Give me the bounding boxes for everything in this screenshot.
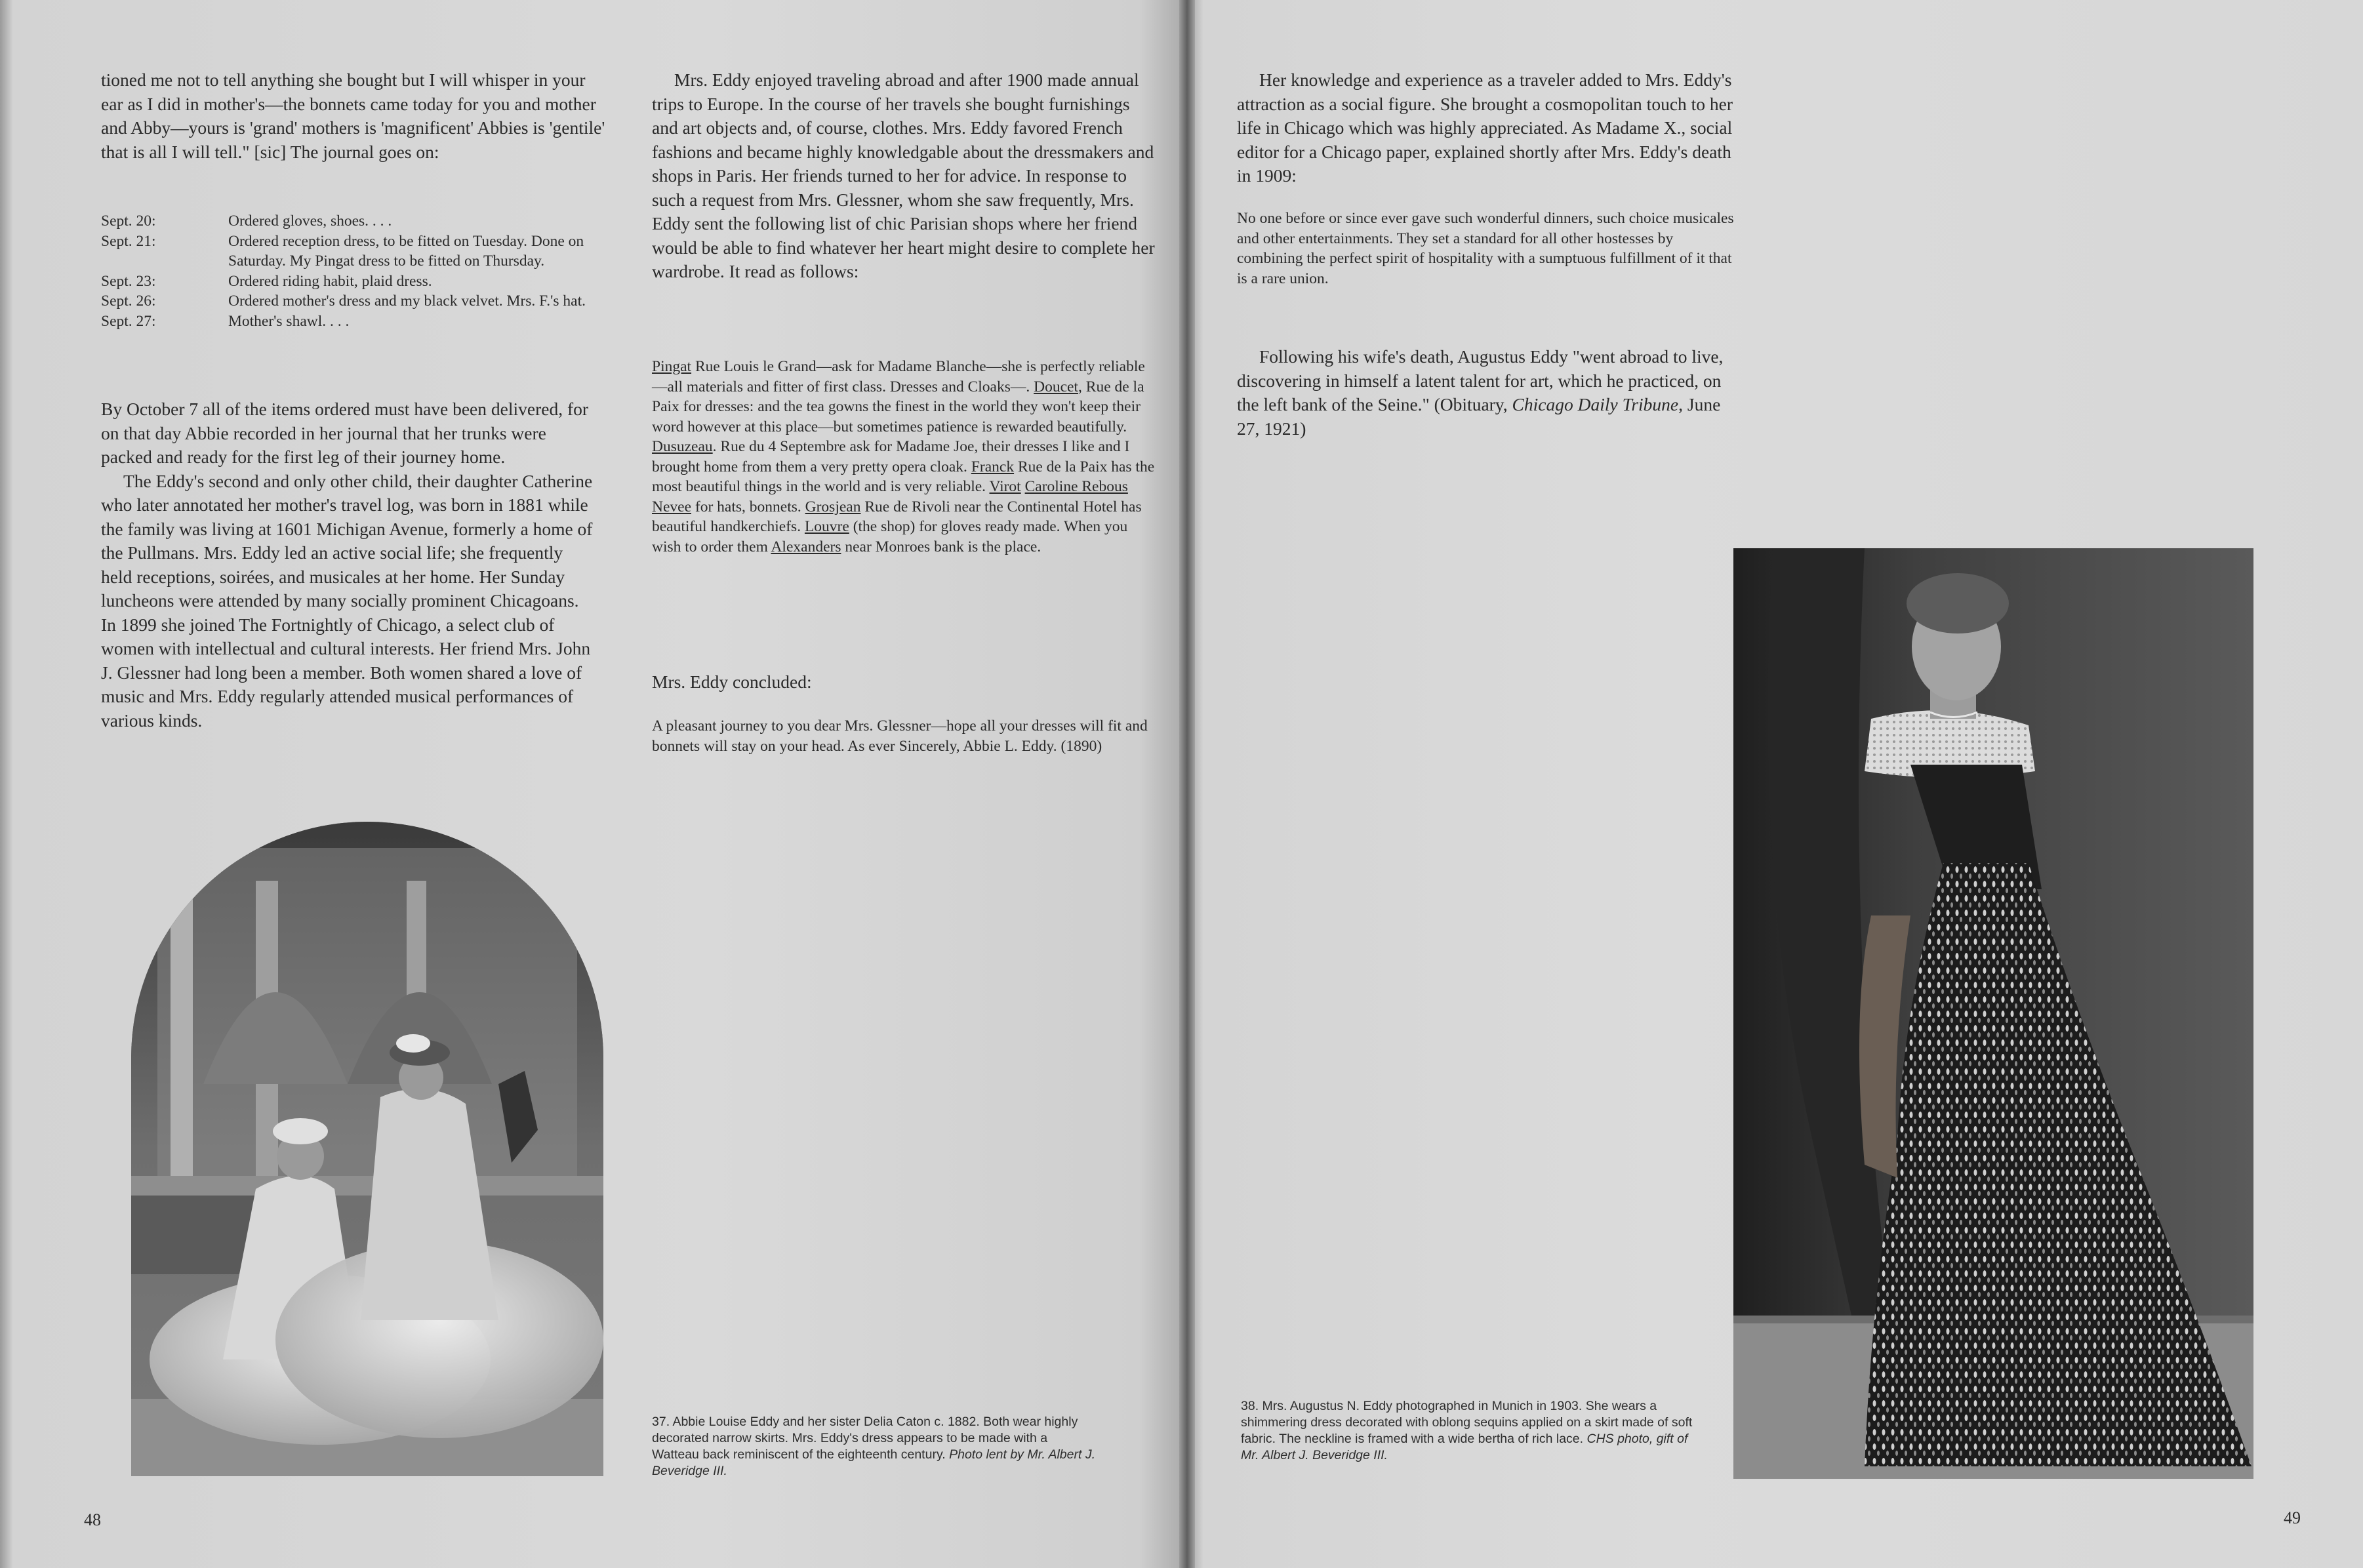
sisters-photo-illustration [131, 822, 603, 1476]
concluded-line [652, 670, 1158, 694]
journal-date: Sept. 26: [101, 292, 156, 310]
shop-name: Dusuzeau [652, 438, 713, 455]
source-title: Chicago Daily Tribune, [1512, 394, 1684, 414]
quote-text: No one before or since ever gave such wonderful dinners, such choice musicales and other entertainments. They set a standard for all other hostesses by combining the perfect spirit of hospitality with a sumptuous fulfillment of it that is a rare union. [1237, 210, 1734, 287]
body-paragraph: Her knowledge and experience as a traveler added to Mrs. Eddy's attraction as a social figure. She brought a cosmopolitan touch to her life in Chicago which was highly appreciated. As Madame X., social editor for a Chicago paper, explained shortly after Mrs. Eddy's death in 1909: [1237, 70, 1733, 186]
page-number-left: 48 [84, 1510, 101, 1529]
journal-entry [101, 312, 606, 332]
caption-37 [652, 1414, 1098, 1479]
journal-text: Ordered reception dress, to be fitted on Tuesday. Done on Saturday. My Pingat dress to be fitted on Thursday. [228, 232, 584, 270]
shop-name: Alexanders [771, 538, 841, 555]
page-number-right: 49 [2284, 1508, 2301, 1527]
journal-date: Sept. 27: [101, 312, 156, 330]
shop-text: (the shop) for gloves ready made. When you wish to order them [652, 518, 1128, 555]
shop-text: near Monroes bank is the place. [841, 538, 1041, 555]
body-text: June 27, 1921) [1237, 394, 1721, 439]
photo-mrs-augustus-eddy [1733, 548, 2253, 1479]
journal-entry [101, 271, 606, 292]
shop-list-text [652, 357, 1158, 557]
shop-text: . Rue du 4 Septembre ask for Madame Joe, their dresses I like and I brought home from them a very pretty opera cloak. [652, 438, 1130, 475]
caption-text: 37. Abbie Louise Eddy and her sister Delia Caton c. 1882. Both wear highly decorated narrow skirts. Mrs. Eddy's dress appears to be made with a Watteau back reminiscent of the eighteenth century. [652, 1415, 1078, 1462]
paris-shops-list [652, 357, 1158, 557]
body-paragraph: Mrs. Eddy enjoyed traveling abroad and after 1900 made annual trips to Europe. In the course of her travels she bought furnishings and art objects and, of course, clothes. Mrs. Eddy favored French fashions and became highly knowledgable about the dressmakers and shops in Paris. Her friends turned to her for advice. In response to such a request from Mrs. Glessner, whom she saw frequently, Mrs. Eddy sent the following list of chic Parisian shops where her friend would be able to find whatever her heart might desire to complete her wardrobe. It read as follows: [652, 70, 1155, 281]
shop-text: , Rue de la Paix for dresses: and the tea gowns the finest in the world they won't keep their word however at this place—but sometimes patience is rewarded beautifully. [652, 378, 1144, 435]
letter-text: A pleasant journey to you dear Mrs. Glessner—hope all your dresses will fit and bonnets will stay on your head. As ever Sincerely, Abbie L. Eddy. (1890) [652, 717, 1148, 755]
shop-name: Caroline Rebous [1024, 478, 1128, 495]
right-column-mid [1237, 345, 1742, 441]
caption-text: 38. Mrs. Augustus N. Eddy photographed in Munich in 1903. She wears a shimmering dress decorated with oblong sequins applied on a skirt made of soft fabric. The neckline is framed with a wide bertha of rich lace. [1241, 1399, 1693, 1446]
shop-text: Rue de la Paix has the most beautiful things in the world and is very reliable. [652, 458, 1155, 495]
left-column-1-top [101, 68, 611, 164]
caption-credit: CHS photo, gift of Mr. Albert J. Beveridge III. [1241, 1432, 1688, 1462]
body-paragraph: Mrs. Eddy concluded: [652, 672, 812, 692]
shop-name: Doucet [1034, 378, 1079, 395]
journal-entry [101, 211, 606, 231]
journal-text: Ordered gloves, shoes. . . . [228, 212, 392, 230]
body-paragraph: tioned me not to tell anything she bought but I will whisper in your ear as I did in mother's—the bonnets came today for you and mother and Abby—yours is 'grand' mothers is 'magnificent' Abbies is 'gentile' that is all I will tell." [sic] The journal goes on: [101, 70, 605, 162]
letter-closing [652, 716, 1158, 756]
journal-entry [101, 231, 606, 271]
left-column-2-top [652, 68, 1158, 284]
shop-name: Grosjean [805, 498, 861, 515]
caption-38 [1241, 1398, 1700, 1464]
shop-text: for hats, bonnets. [691, 498, 805, 515]
caption-credit: Photo lent by Mr. Albert J. Beveridge III. [652, 1447, 1095, 1478]
journal-text: Ordered mother's dress and my black velvet. Mrs. F.'s hat. [228, 292, 586, 310]
shop-name: Nevee [652, 498, 692, 515]
left-column-1-bottom [101, 397, 596, 733]
shop-name: Louvre [804, 518, 849, 535]
body-paragraph [1237, 345, 1742, 441]
madame-x-quote [1237, 209, 1735, 289]
right-column-top [1237, 68, 1742, 188]
journal-date: Sept. 23: [101, 272, 156, 290]
shop-text: Rue de Rivoli near the Continental Hotel has beautiful handkerchiefs. [652, 498, 1142, 535]
journal-text: Ordered riding habit, plaid dress. [228, 272, 432, 290]
journal-date: Sept. 20: [101, 212, 156, 230]
shop-text: Rue Louis le Grand—ask for Madame Blanche—she is perfectly reliable—all materials and fitter of first class. Dresses and Cloaks—. [652, 358, 1145, 395]
body-text: Following his wife's death, Augustus Eddy "went abroad to live, discovering in himself a latent talent for art, which he practiced, on the left bank of the Seine." (Obituary, [1237, 346, 1724, 414]
book-gutter [1179, 0, 1195, 1568]
shop-name: Pingat [652, 358, 692, 375]
journal-entries [101, 211, 606, 331]
shop-name: Virot [989, 478, 1021, 495]
journal-text: Mother's shawl. . . . [228, 312, 350, 330]
journal-entry [101, 291, 606, 312]
eddy-photo-illustration [1733, 548, 2253, 1479]
shop-name: Franck [971, 458, 1015, 475]
journal-date: Sept. 21: [101, 232, 156, 250]
body-paragraph: The Eddy's second and only other child, their daughter Catherine who later annotated her mother's travel log, was born in 1881 while the family was living at 1601 Michigan Avenue, formerly a home of the Pullmans. Mrs. Eddy led an active social life; she frequently held receptions, soirées, and musicales at her home. Her Sunday luncheons were attended by many socially prominent Chicagoans. In 1899 she joined The Fortnightly of Chicago, a select club of women with intellectual and cultural interests. Her friend Mrs. John J. Glessner had long been a member. Both women shared a love of music and Mrs. Eddy regularly attended musical performances of various kinds. [101, 470, 593, 731]
body-paragraph: By October 7 all of the items ordered must have been delivered, for on that day Abbie recorded in her journal that her trunks were packed and ready for the first leg of their journey home. [101, 399, 589, 467]
photo-eddy-sisters [131, 822, 603, 1476]
